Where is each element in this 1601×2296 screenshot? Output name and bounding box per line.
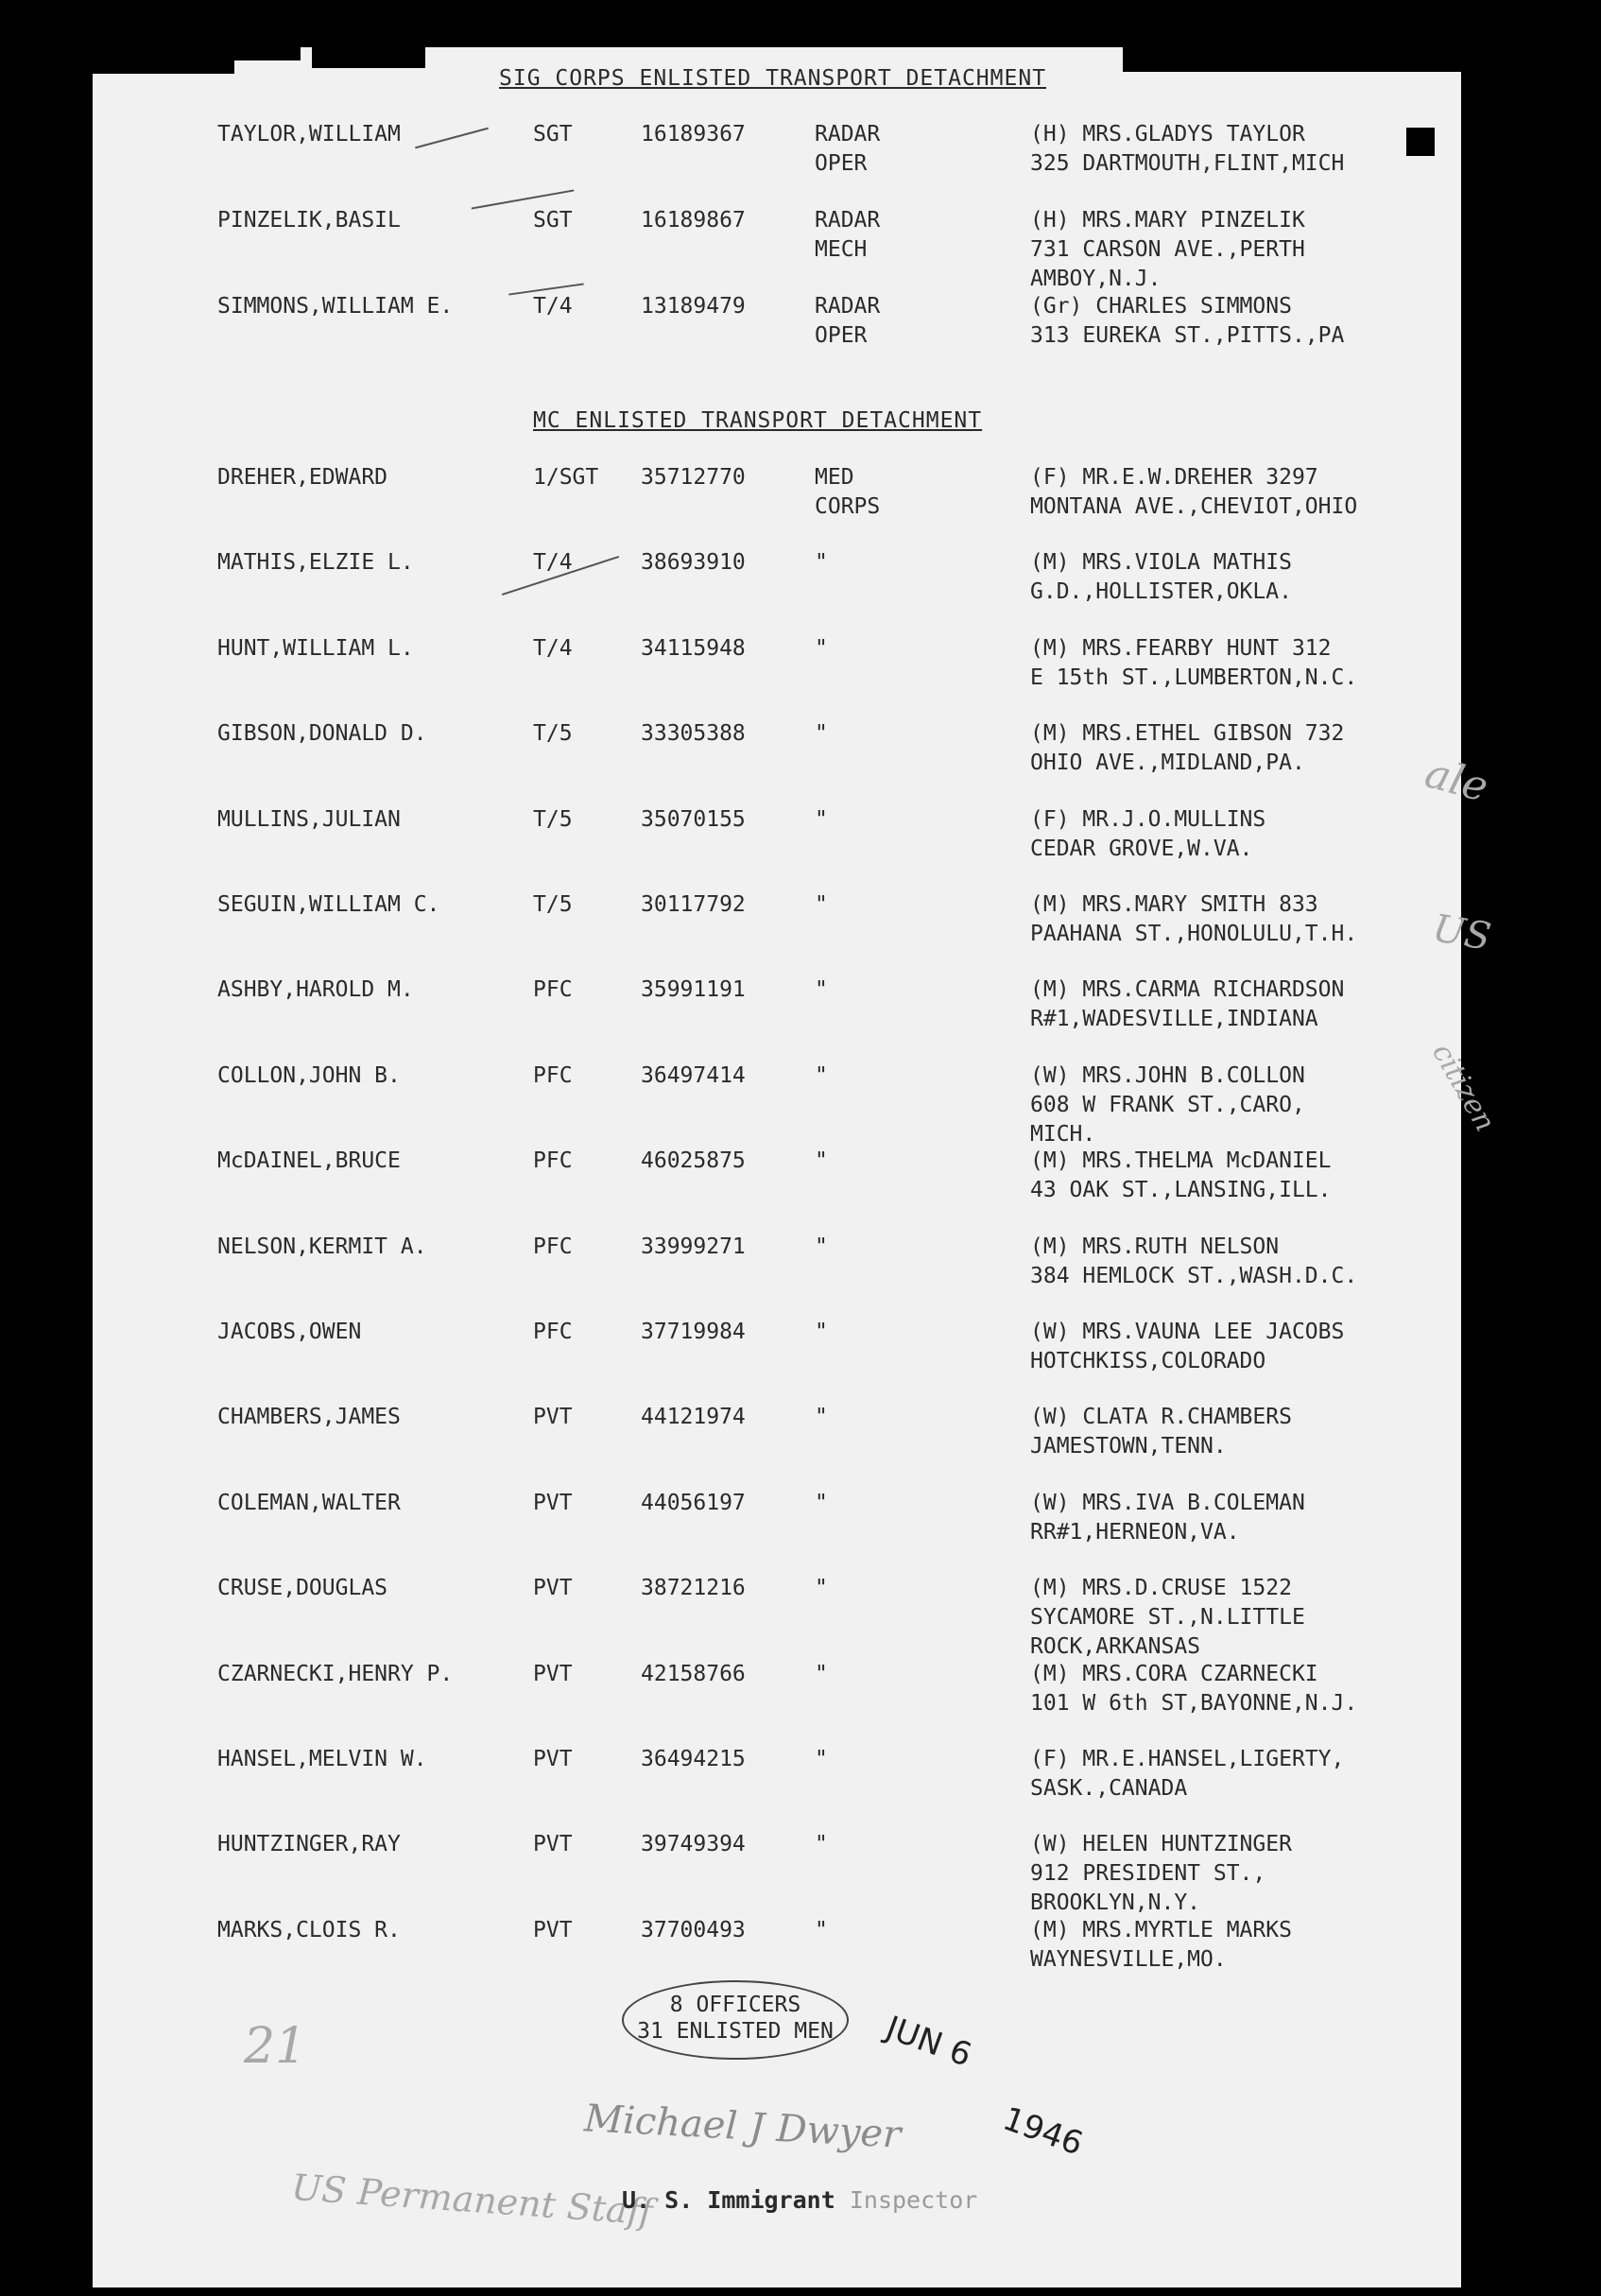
roster-row bbox=[93, 548, 1461, 630]
torn-edge bbox=[93, 47, 234, 74]
roster-row bbox=[93, 805, 1461, 887]
rank-cell: T/4 bbox=[533, 636, 573, 661]
name-cell: CZARNECKI,HENRY P. bbox=[217, 1662, 454, 1686]
rank-cell: PVT bbox=[533, 1918, 573, 1942]
specialty-cell: " bbox=[815, 1148, 828, 1173]
next-of-kin-cell: (M) MRS.VIOLA MATHIS G.D.,HOLLISTER,OKLA. bbox=[1030, 550, 1292, 604]
serial-number-cell: 39749394 bbox=[641, 1832, 746, 1856]
specialty-cell: " bbox=[815, 807, 828, 832]
specialty-cell: RADAR OPER bbox=[815, 122, 881, 176]
rank-cell: SGT bbox=[533, 122, 573, 147]
next-of-kin-cell: (M) MRS.CORA CZARNECKI 101 W 6th ST,BAYONNE,N.J. bbox=[1030, 1662, 1358, 1716]
margin-note-3: citizen bbox=[1425, 1038, 1502, 1137]
roster-row bbox=[93, 890, 1461, 972]
specialty-cell: " bbox=[815, 1747, 828, 1771]
inspector-title-faint: Inspector bbox=[849, 2186, 978, 2214]
name-cell: PINZELIK,BASIL bbox=[217, 208, 401, 233]
roster-row bbox=[93, 292, 1461, 373]
roster-row bbox=[93, 975, 1461, 1057]
rank-cell: PVT bbox=[533, 1405, 573, 1429]
next-of-kin-cell: (M) MRS.FEARBY HUNT 312 E 15th ST.,LUMBERTON,N.C. bbox=[1030, 636, 1358, 690]
serial-number-cell: 16189867 bbox=[641, 208, 746, 233]
handwritten-permanent-staff: US Permanent Staff bbox=[289, 2166, 655, 2234]
serial-number-cell: 35991191 bbox=[641, 977, 746, 1002]
specialty-cell: " bbox=[815, 1832, 828, 1856]
specialty-cell: " bbox=[815, 1491, 828, 1515]
rank-cell: PVT bbox=[533, 1491, 573, 1515]
torn-edge bbox=[312, 47, 425, 68]
next-of-kin-cell: (F) MR.E.HANSEL,LIGERTY, SASK.,CANADA bbox=[1030, 1747, 1345, 1801]
serial-number-cell: 34115948 bbox=[641, 636, 746, 661]
next-of-kin-cell: (H) MRS.GLADYS TAYLOR 325 DARTMOUTH,FLINT,MICH bbox=[1030, 122, 1345, 176]
section-heading-mc: MC ENLISTED TRANSPORT DETACHMENT bbox=[533, 408, 983, 433]
name-cell: MATHIS,ELZIE L. bbox=[217, 550, 414, 575]
name-cell: COLEMAN,WALTER bbox=[217, 1491, 401, 1515]
name-cell: NELSON,KERMIT A. bbox=[217, 1234, 427, 1259]
document-page bbox=[93, 47, 1502, 2287]
next-of-kin-cell: (M) MRS.MYRTLE MARKS WAYNESVILLE,MO. bbox=[1030, 1918, 1292, 1972]
rank-cell: PVT bbox=[533, 1747, 573, 1771]
serial-number-cell: 37700493 bbox=[641, 1918, 746, 1942]
specialty-cell: " bbox=[815, 892, 828, 917]
officers-count: 8 OFFICERS bbox=[669, 1993, 801, 2017]
roster-row bbox=[93, 1062, 1461, 1147]
name-cell: MULLINS,JULIAN bbox=[217, 807, 401, 832]
next-of-kin-cell: (Gr) CHARLES SIMMONS 313 EUREKA ST.,PITTS.,PA bbox=[1030, 294, 1345, 348]
serial-number-cell: 35070155 bbox=[641, 807, 746, 832]
specialty-cell: RADAR OPER bbox=[815, 294, 881, 348]
next-of-kin-cell: (W) MRS.JOHN B.COLLON 608 W FRANK ST.,CARO, MICH. bbox=[1030, 1063, 1305, 1147]
serial-number-cell: 30117792 bbox=[641, 892, 746, 917]
specialty-cell: " bbox=[815, 636, 828, 661]
margin-note-1: ale bbox=[1420, 749, 1493, 812]
rank-cell: PVT bbox=[533, 1832, 573, 1856]
serial-number-cell: 44056197 bbox=[641, 1491, 746, 1515]
serial-number-cell: 46025875 bbox=[641, 1148, 746, 1173]
specialty-cell: RADAR MECH bbox=[815, 208, 881, 262]
inspector-title: U. S. Immigrant bbox=[622, 2186, 835, 2214]
rank-cell: SGT bbox=[533, 208, 573, 233]
handwritten-page-number: 21 bbox=[244, 2018, 307, 2075]
next-of-kin-cell: (M) MRS.ETHEL GIBSON 732 OHIO AVE.,MIDLAND,PA. bbox=[1030, 721, 1345, 775]
name-cell: HANSEL,MELVIN W. bbox=[217, 1747, 427, 1771]
serial-number-cell: 44121974 bbox=[641, 1405, 746, 1429]
specialty-cell: MED CORPS bbox=[815, 465, 881, 519]
serial-number-cell: 33305388 bbox=[641, 721, 746, 746]
rank-cell: 1/SGT bbox=[533, 465, 599, 490]
specialty-cell: " bbox=[815, 977, 828, 1002]
roster-row bbox=[93, 1147, 1461, 1228]
next-of-kin-cell: (M) MRS.THELMA McDANIEL 43 OAK ST.,LANSING,ILL. bbox=[1030, 1148, 1332, 1202]
rank-cell: PFC bbox=[533, 1148, 573, 1173]
section-heading-sig-corps: SIG CORPS ENLISTED TRANSPORT DETACHMENT bbox=[499, 66, 1047, 91]
name-cell: MARKS,CLOIS R. bbox=[217, 1918, 401, 1942]
totals-stamp bbox=[622, 1980, 849, 2060]
specialty-cell: " bbox=[815, 1063, 828, 1088]
name-cell: TAYLOR,WILLIAM bbox=[217, 122, 401, 147]
name-cell: HUNT,WILLIAM L. bbox=[217, 636, 414, 661]
serial-number-cell: 38693910 bbox=[641, 550, 746, 575]
torn-edge bbox=[1123, 47, 1461, 72]
rank-cell: T/4 bbox=[533, 294, 573, 319]
specialty-cell: " bbox=[815, 1320, 828, 1344]
name-cell: CHAMBERS,JAMES bbox=[217, 1405, 401, 1429]
roster-row bbox=[93, 1660, 1461, 1741]
rank-cell: T/4 bbox=[533, 550, 573, 575]
rank-cell: T/5 bbox=[533, 721, 573, 746]
next-of-kin-cell: (W) CLATA R.CHAMBERS JAMESTOWN,TENN. bbox=[1030, 1405, 1292, 1459]
roster-row bbox=[93, 463, 1461, 544]
next-of-kin-cell: (W) MRS.VAUNA LEE JACOBS HOTCHKISS,COLORADO bbox=[1030, 1320, 1345, 1373]
name-cell: CRUSE,DOUGLAS bbox=[217, 1576, 388, 1600]
serial-number-cell: 33999271 bbox=[641, 1234, 746, 1259]
serial-number-cell: 35712770 bbox=[641, 465, 746, 490]
name-cell: SEGUIN,WILLIAM C. bbox=[217, 892, 440, 917]
serial-number-cell: 38721216 bbox=[641, 1576, 746, 1600]
next-of-kin-cell: (F) MR.E.W.DREHER 3297 MONTANA AVE.,CHEVIOT,OHIO bbox=[1030, 465, 1358, 519]
next-of-kin-cell: (W) MRS.IVA B.COLEMAN RR#1,HERNEON,VA. bbox=[1030, 1491, 1305, 1545]
rank-cell: PFC bbox=[533, 1320, 573, 1344]
next-of-kin-cell: (M) MRS.D.CRUSE 1522 SYCAMORE ST.,N.LITTLE ROCK,ARKANSAS bbox=[1030, 1576, 1305, 1659]
name-cell: SIMMONS,WILLIAM E. bbox=[217, 294, 454, 319]
roster-row bbox=[93, 1830, 1461, 1915]
serial-number-cell: 42158766 bbox=[641, 1662, 746, 1686]
roster-row bbox=[93, 634, 1461, 716]
roster-row bbox=[93, 1318, 1461, 1399]
rank-cell: PVT bbox=[533, 1576, 573, 1600]
name-cell: JACOBS,OWEN bbox=[217, 1320, 362, 1344]
name-cell: GIBSON,DONALD D. bbox=[217, 721, 427, 746]
specialty-cell: " bbox=[815, 1918, 828, 1942]
date-stamp-month: JUN 6 bbox=[881, 2009, 977, 2075]
name-cell: HUNTZINGER,RAY bbox=[217, 1832, 401, 1856]
roster-row bbox=[93, 1745, 1461, 1826]
serial-number-cell: 36494215 bbox=[641, 1747, 746, 1771]
name-cell: COLLON,JOHN B. bbox=[217, 1063, 401, 1088]
name-cell: DREHER,EDWARD bbox=[217, 465, 388, 490]
next-of-kin-cell: (M) MRS.CARMA RICHARDSON R#1,WADESVILLE,INDIANA bbox=[1030, 977, 1345, 1031]
date-stamp-year: 1946 bbox=[997, 2099, 1088, 2164]
inspector-signature-line bbox=[622, 2185, 977, 2215]
enlisted-count: 31 ENLISTED MEN bbox=[637, 2019, 834, 2044]
serial-number-cell: 36497414 bbox=[641, 1063, 746, 1088]
name-cell: McDAINEL,BRUCE bbox=[217, 1148, 401, 1173]
roster-row bbox=[93, 1233, 1461, 1314]
specialty-cell: " bbox=[815, 1576, 828, 1600]
rank-cell: PVT bbox=[533, 1662, 573, 1686]
serial-number-cell: 16189367 bbox=[641, 122, 746, 147]
serial-number-cell: 37719984 bbox=[641, 1320, 746, 1344]
specialty-cell: " bbox=[815, 550, 828, 575]
rank-cell: PFC bbox=[533, 1063, 573, 1088]
specialty-cell: " bbox=[815, 1234, 828, 1259]
roster-row bbox=[93, 1489, 1461, 1570]
rank-cell: T/5 bbox=[533, 807, 573, 832]
margin-note-2: US bbox=[1429, 906, 1494, 959]
roster-row bbox=[93, 206, 1461, 291]
handwritten-signature: Michael J Dwyer bbox=[583, 2097, 903, 2157]
roster-row bbox=[93, 1403, 1461, 1484]
rank-cell: T/5 bbox=[533, 892, 573, 917]
specialty-cell: " bbox=[815, 1662, 828, 1686]
next-of-kin-cell: (M) MRS.RUTH NELSON 384 HEMLOCK ST.,WASH.D.C. bbox=[1030, 1234, 1358, 1288]
rank-cell: PFC bbox=[533, 1234, 573, 1259]
next-of-kin-cell: (F) MR.J.O.MULLINS CEDAR GROVE,W.VA. bbox=[1030, 807, 1266, 861]
roster-row bbox=[93, 719, 1461, 801]
specialty-cell: " bbox=[815, 1405, 828, 1429]
roster-row bbox=[93, 120, 1461, 201]
rank-cell: PFC bbox=[533, 977, 573, 1002]
next-of-kin-cell: (W) HELEN HUNTZINGER 912 PRESIDENT ST., BROOKLYN,N.Y. bbox=[1030, 1832, 1292, 1915]
torn-edge bbox=[234, 47, 301, 60]
name-cell: ASHBY,HAROLD M. bbox=[217, 977, 414, 1002]
next-of-kin-cell: (H) MRS.MARY PINZELIK 731 CARSON AVE.,PERTH AMBOY,N.J. bbox=[1030, 208, 1305, 291]
specialty-cell: " bbox=[815, 721, 828, 746]
next-of-kin-cell: (M) MRS.MARY SMITH 833 PAAHANA ST.,HONOLULU,T.H. bbox=[1030, 892, 1358, 946]
serial-number-cell: 13189479 bbox=[641, 294, 746, 319]
roster-row bbox=[93, 1574, 1461, 1659]
